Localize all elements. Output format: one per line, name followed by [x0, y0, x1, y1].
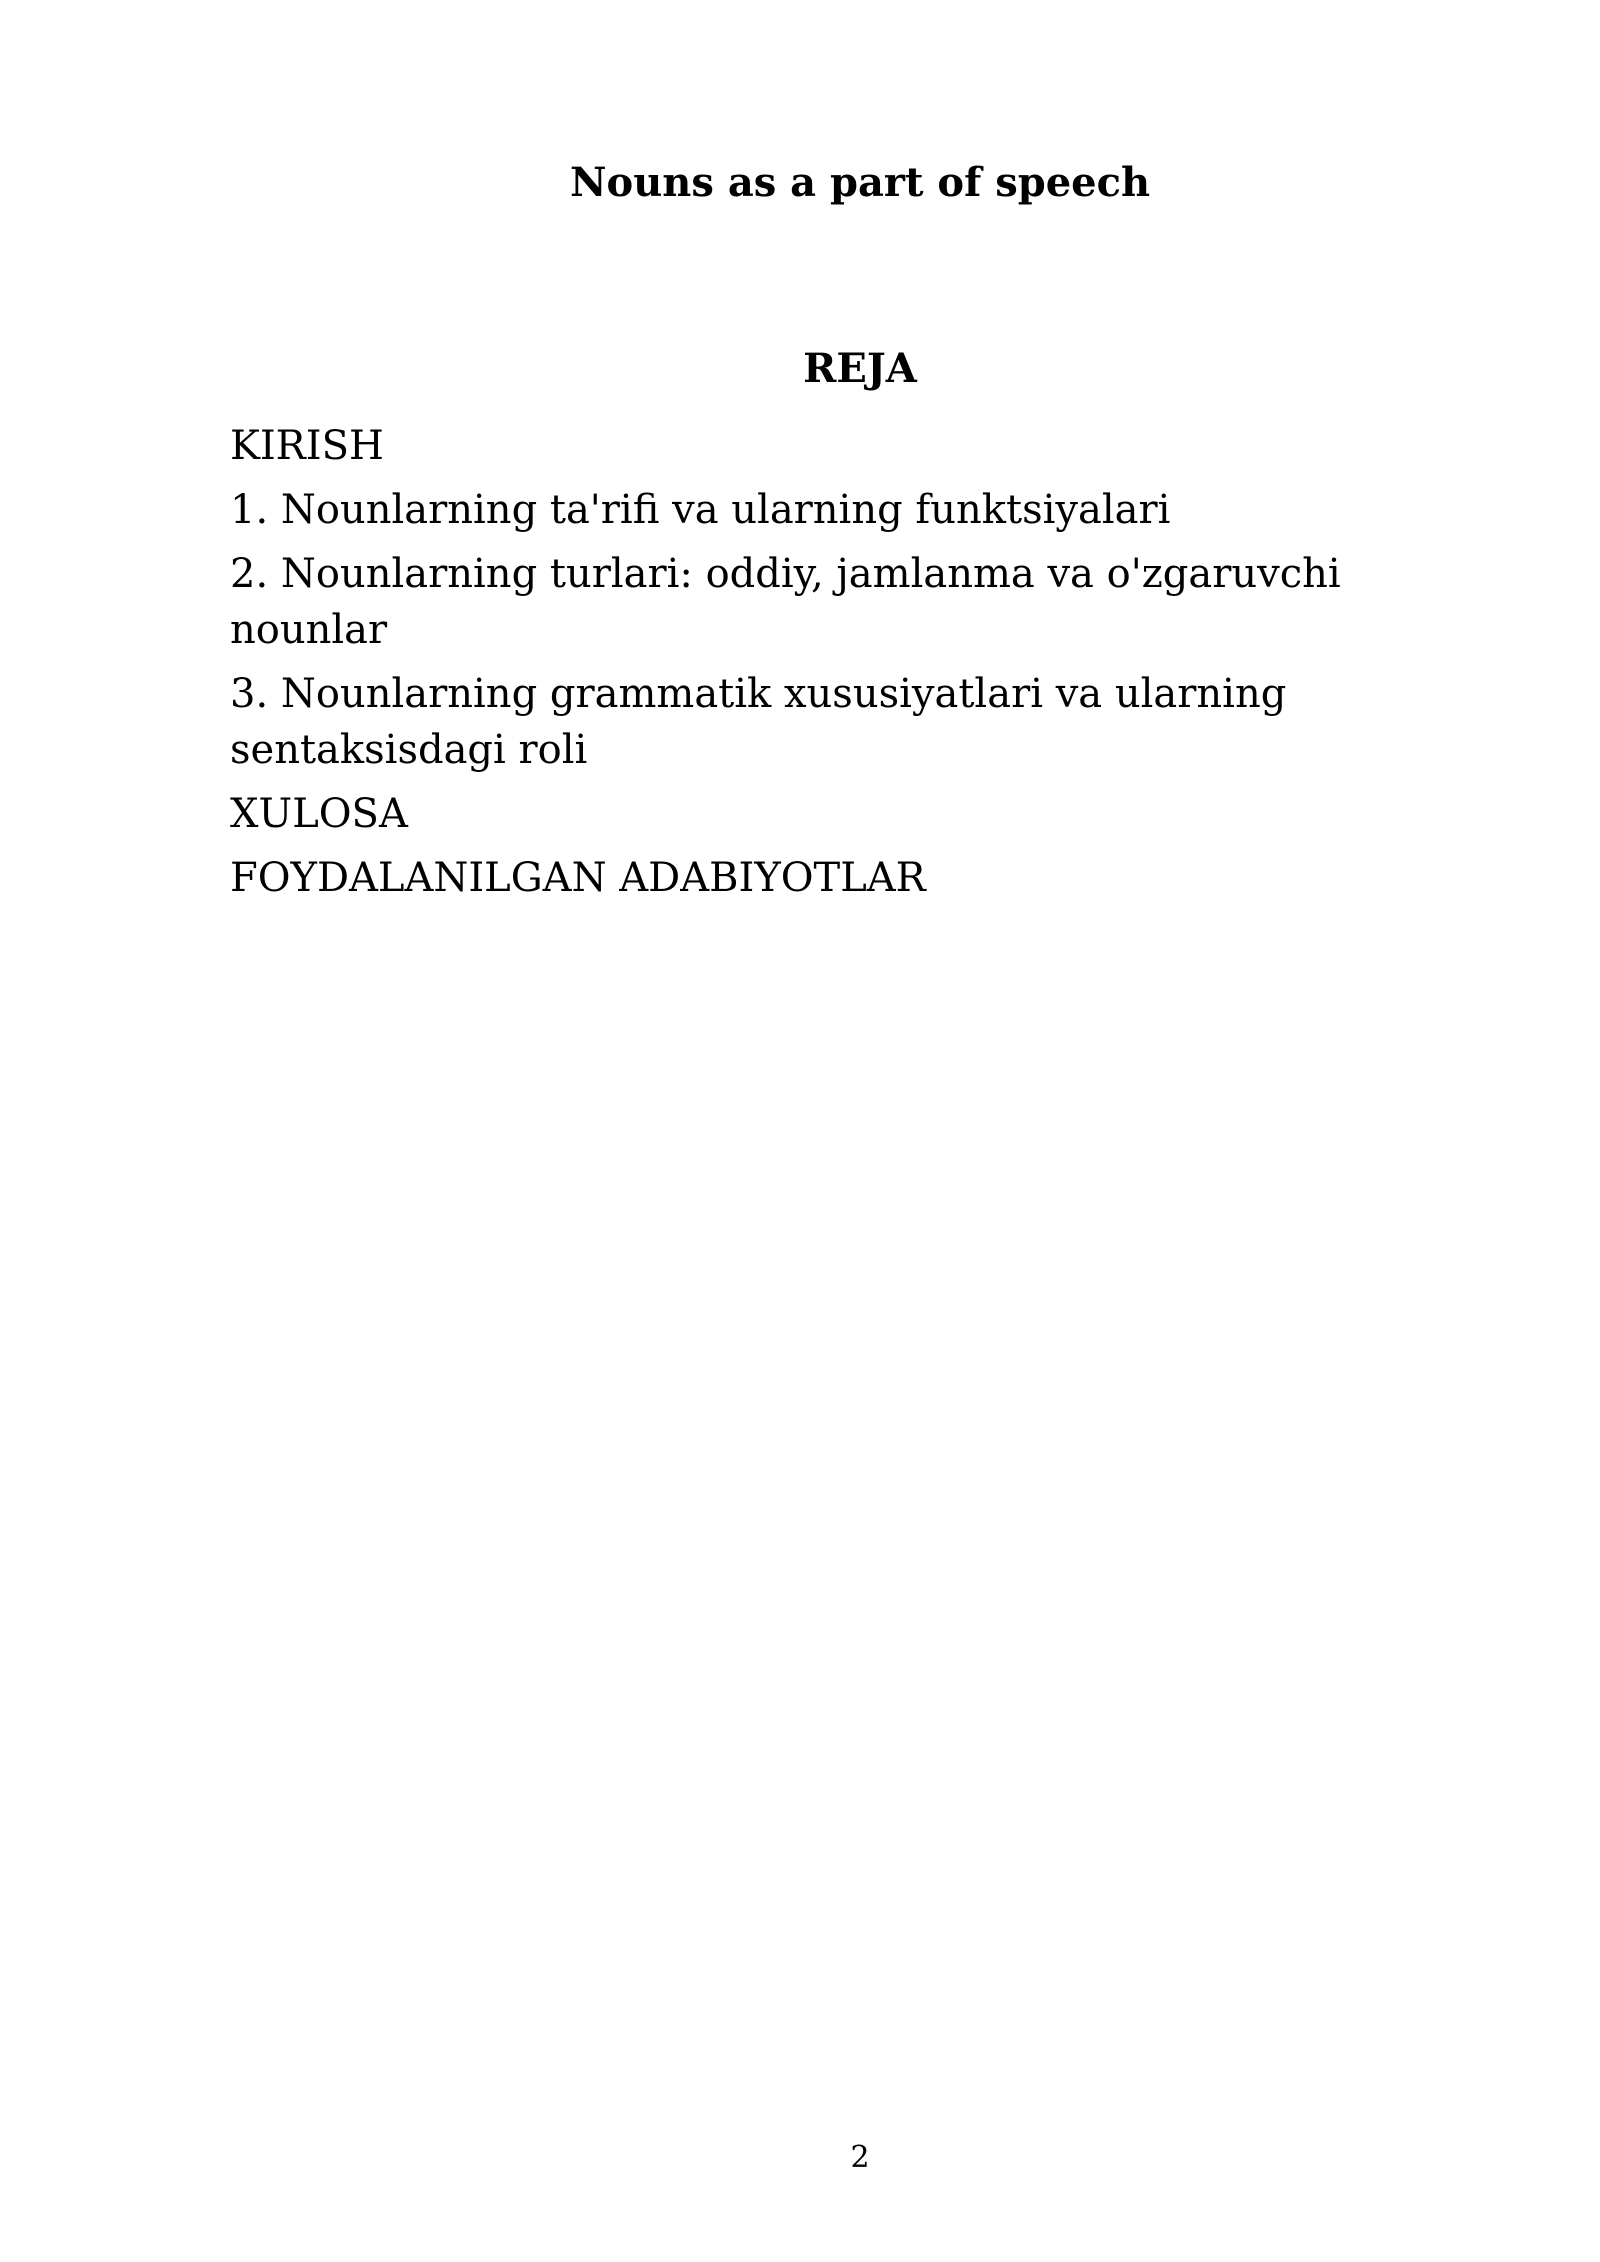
plan-item-2: 2. Nounlarning turlari: oddiy, jamlanma va o'zgaruvchi nounlar [230, 551, 1341, 653]
plan-heading: REJA [803, 345, 917, 392]
plan-item-1: 1. Nounlarning ta'rifi va ularning funktsiyalari [230, 487, 1171, 533]
plan-item-3: 3. Nounlarning grammatik xususiyatlari va ularning sentaksisdagi roli [230, 671, 1287, 773]
document-title: Nouns as a part of speech [569, 159, 1151, 206]
plan-item-references: FOYDALANILGAN ADABIYOTLAR [230, 855, 926, 901]
plan-item-intro: KIRISH [230, 423, 384, 469]
page-number: 2 [850, 2140, 870, 2175]
plan-list [230, 418, 1490, 914]
plan-item-conclusion: XULOSA [230, 791, 408, 837]
